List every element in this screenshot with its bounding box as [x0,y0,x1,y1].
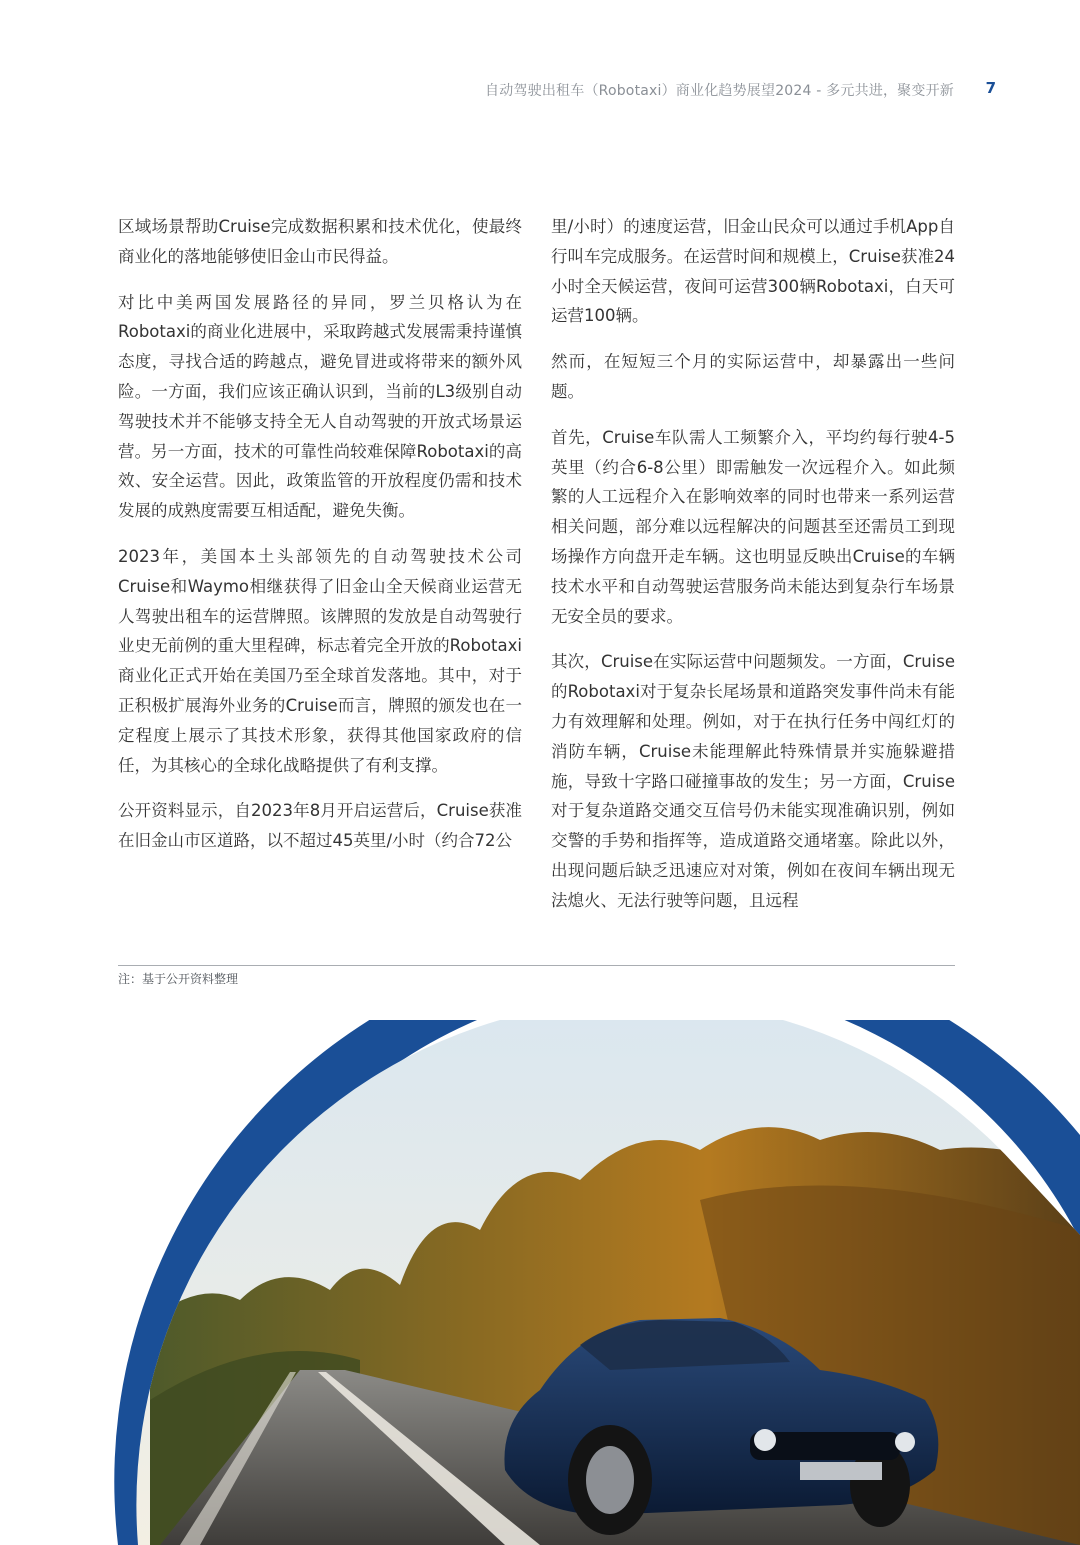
right-column [551,212,955,932]
hero-image [0,1020,1080,1545]
paragraph: 区域场景帮助Cruise完成数据积累和技术优化，使最终商业化的落地能够使旧金山市民得益。 [118,217,522,266]
paragraph: 里/小时）的速度运营，旧金山民众可以通过手机App自行叫车完成服务。在运营时间和规模上，Cruise获准24小时全天候运营，夜间可运营300辆Robotaxi，白天可运营100辆。 [551,217,955,326]
paragraph: 对比中美两国发展路径的异同，罗兰贝格认为在Robotaxi的商业化进展中，采取跨越式发展需秉持谨慎态度，寻找合适的跨越点，避免冒进或将带来的额外风险。一方面，我们应该正确认识到，当前的L3级别自动驾驶技术并不能够支持全无人自动驾驶的开放式场景运营。另一方面，技术的可靠性尚较难保障Robotaxi的高效、安全运营。因此，政策监管的开放程度仍需和技术发展的成熟度需要互相适配，避免失衡。 [118,292,522,521]
page-header [0,80,1080,104]
paragraph: 公开资料显示，自2023年8月开启运营后，Cruise获准在旧金山市区道路，以不超过45英里/小时（约合72公 [118,801,522,851]
car-photo-icon [0,1020,1080,1545]
left-column [118,212,522,872]
footnote: 注：基于公开资料整理 [118,972,239,986]
header-title: 自动驾驶出租车（Robotaxi）商业化趋势展望2024 - 多元共进，聚变开新 [485,83,954,99]
paragraph: 然而，在短短三个月的实际运营中，却暴露出一些问题。 [551,352,955,401]
paragraph: 2023年，美国本土头部领先的自动驾驶技术公司Cruise和Waymo相继获得了旧金山全天候商业运营无人驾驶出租车的运营牌照。该牌照的发放是自动驾驶行业史无前例的重大里程碑，标志着完全开放的Robotaxi商业化正式开始在美国乃至全球首发落地。其中，对于正积极扩展海外业务的Cruise而言，牌照的颁发也在一定程度上展示了其技术形象，获得其他国家政府的信任，为其核心的全球化战略提供了有利支撑。 [118,546,522,775]
page-number: 7 [985,79,996,97]
paragraph: 首先，Cruise车队需人工频繁介入，平均约每行驶4-5英里（约合6-8公里）即需触发一次远程介入。如此频繁的人工远程介入在影响效率的同时也带来一系列运营相关问题，部分难以远程解决的问题甚至还需员工到现场操作方向盘开走车辆。这也明显反映出Cruise的车辆技术水平和自动驾驶运营服务尚未能达到复杂行车场景无安全员的要求。 [551,427,955,626]
paragraph: 其次，Cruise在实际运营中问题频发。一方面，Cruise的Robotaxi对于复杂长尾场景和道路突发事件尚未有能力有效理解和处理。例如，对于在执行任务中闯红灯的消防车辆，Cruise未能理解此特殊情景并实施躲避措施，导致十字路口碰撞事故的发生；另一方面，Cruise对于复杂道路交通交互信号仍未能实现准确识别，例如交警的手势和指挥等，造成道路交通堵塞。除此以外，出现问题后缺乏迅速应对对策，例如在夜间车辆出现无法熄火、无法行驶等问题，且远程 [551,652,955,910]
footnote-divider [118,965,955,966]
